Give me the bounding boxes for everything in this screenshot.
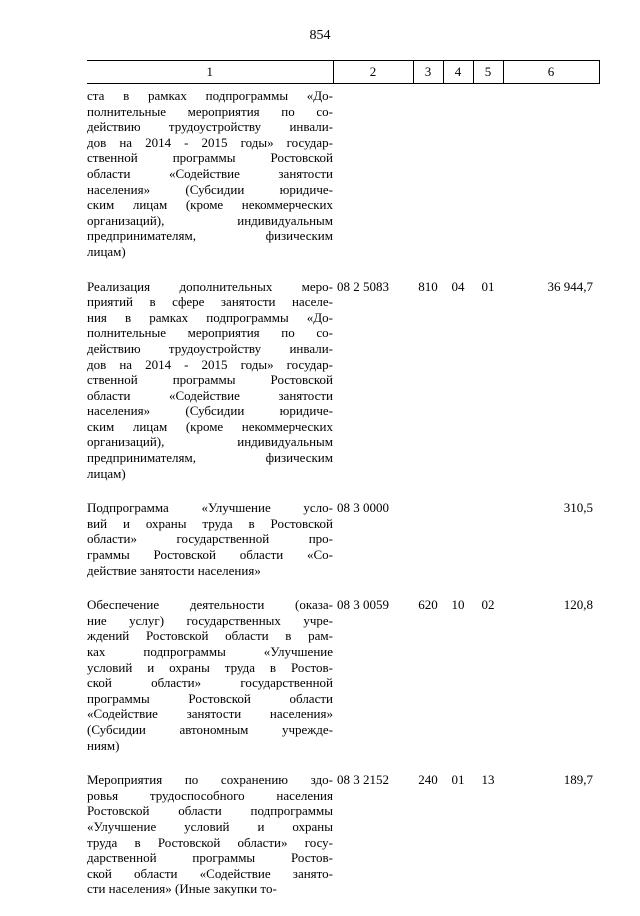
header-col-3: 3 — [413, 61, 443, 84]
row-name-line: области» государственной про- — [87, 531, 333, 547]
row-name-line: населения» (Субсидии юридиче- — [87, 181, 333, 197]
header-col-6: 6 — [503, 61, 599, 84]
row-name-line: Обеспечение деятельности (оказа- — [87, 597, 333, 613]
row-code: 08 3 0000 — [337, 500, 389, 516]
table-row — [87, 500, 599, 597]
row-name-line: приятий в сфере занятости населе- — [87, 294, 333, 310]
row-name — [87, 597, 333, 772]
row-kvr: 240 — [418, 772, 438, 788]
row-name-line: действие занятости населения» — [87, 562, 261, 578]
row-kvr: 620 — [418, 597, 438, 613]
row-name-line: действию трудоустройству инвали- — [87, 340, 333, 356]
row-code: 08 2 5083 — [337, 278, 389, 294]
row-name-line: труда в Ростовской области» госу- — [87, 834, 333, 850]
row-sum: 310,5 — [563, 500, 593, 516]
page-number: 854 — [309, 28, 331, 43]
row-name-line: программы Ростовской области — [87, 690, 333, 706]
row-name-line: «Улучшение условий и охраны — [87, 818, 333, 834]
table-row — [87, 597, 599, 772]
header-col-2: 2 — [333, 61, 413, 84]
row-name — [87, 279, 333, 501]
row-sum: 36 944,7 — [547, 278, 593, 294]
row-sum: 189,7 — [563, 772, 593, 788]
row-name-line: ста в рамках подпрограммы «До- — [87, 88, 333, 103]
row-name-line: ственной программы Ростовской — [87, 372, 333, 388]
row-sum — [503, 84, 599, 279]
row-name-line: полнительные мероприятия по со- — [87, 103, 333, 119]
row-name-line: населения» (Субсидии юридиче- — [87, 403, 333, 419]
row-pr: 01 — [481, 278, 495, 294]
row-name-line: предпринимателям, физическим — [87, 228, 333, 244]
row-name — [87, 500, 333, 597]
row-rz: 04 — [451, 278, 465, 294]
header-col-4: 4 — [443, 61, 473, 84]
row-pr: 13 — [481, 772, 495, 788]
row-pr — [473, 500, 503, 597]
row-name-line: граммы Ростовской области «Со- — [87, 547, 333, 563]
row-name-line: Реализация дополнительных меро- — [87, 278, 333, 294]
row-name — [87, 84, 333, 279]
row-name-line: дарственной программы Ростов- — [87, 850, 333, 866]
table-row — [87, 84, 599, 279]
row-rz: 01 — [451, 772, 465, 788]
header-row — [87, 61, 599, 84]
row-code: 08 3 0059 — [337, 597, 389, 613]
row-name-line: Ростовской области подпрограммы — [87, 803, 333, 819]
row-sum: 120,8 — [563, 597, 593, 613]
budget-table — [87, 60, 600, 916]
row-name-line: области «Содействие занятости — [87, 165, 333, 181]
row-name-line: ственной программы Ростовской — [87, 150, 333, 166]
row-name-line: лицам) — [87, 465, 126, 481]
row-kvr — [413, 84, 443, 279]
row-kvr — [413, 500, 443, 597]
row-name-line: «Содействие занятости населения» — [87, 706, 333, 722]
row-name-line: ским лицам (кроме некоммерческих — [87, 418, 333, 434]
row-name-line: (Субсидии автономным учрежде- — [87, 721, 333, 737]
row-rz — [443, 84, 473, 279]
row-name-line: организаций), индивидуальным — [87, 434, 333, 450]
row-name-line: Мероприятия по сохранению здо- — [87, 772, 333, 788]
header-col-1: 1 — [87, 61, 333, 84]
table-row — [87, 279, 599, 501]
header-col-5: 5 — [473, 61, 503, 84]
row-name-line: ским лицам (кроме некоммерческих — [87, 197, 333, 213]
row-kvr: 810 — [418, 278, 438, 294]
row-name-line: ния в рамках подпрограммы «До- — [87, 309, 333, 325]
row-code — [333, 84, 413, 279]
row-name-line: Подпрограмма «Улучшение усло- — [87, 500, 333, 516]
row-name — [87, 772, 333, 916]
row-name-line: лицам) — [87, 243, 126, 259]
row-name-line: ках подпрограммы «Улучшение — [87, 644, 333, 659]
row-name-line: вий и охраны труда в Ростовской — [87, 515, 333, 531]
row-code: 08 3 2152 — [337, 772, 389, 788]
row-pr — [473, 84, 503, 279]
row-name-line: дов на 2014 - 2015 годы» государ- — [87, 134, 333, 150]
row-name-line: действию трудоустройству инвали- — [87, 119, 333, 135]
row-name-line: ние услуг) государственных учре- — [87, 612, 333, 628]
row-name-line: ждений Ростовской области в рам- — [87, 628, 333, 644]
row-pr: 02 — [481, 597, 495, 613]
row-name-line: ской области» государственной — [87, 675, 333, 691]
row-name-line: сти населения» (Иные закупки то- — [87, 881, 277, 897]
row-name-line: полнительные мероприятия по со- — [87, 325, 333, 341]
row-name-line: условий и охраны труда в Ростов- — [87, 659, 333, 675]
row-name-line: ской области «Содействие занято- — [87, 865, 333, 881]
row-name-line: ниям) — [87, 737, 120, 753]
row-rz — [443, 500, 473, 597]
row-name-line: области «Содействие занятости — [87, 387, 333, 403]
row-name-line: ровья трудоспособного населения — [87, 787, 333, 803]
row-name-line: дов на 2014 - 2015 годы» государ- — [87, 356, 333, 372]
row-rz: 10 — [451, 597, 465, 613]
row-name-line: предпринимателям, физическим — [87, 450, 333, 466]
table-row — [87, 772, 599, 916]
row-name-line: организаций), индивидуальным — [87, 212, 333, 228]
